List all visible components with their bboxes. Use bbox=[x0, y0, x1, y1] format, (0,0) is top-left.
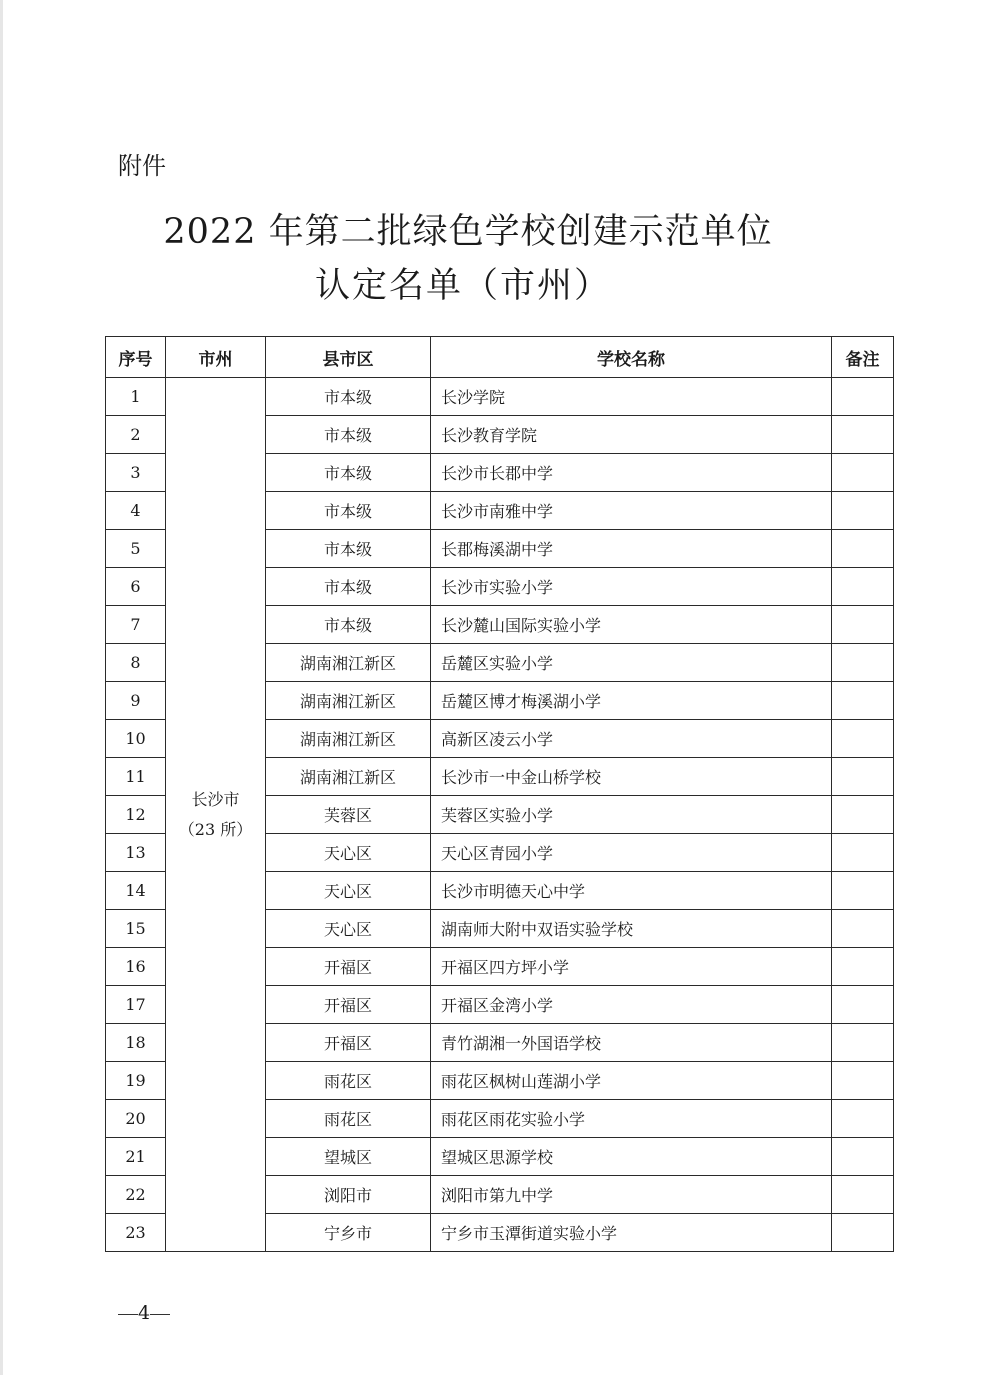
cell-remark bbox=[832, 1024, 894, 1062]
cell-remark bbox=[832, 796, 894, 834]
cell-remark bbox=[832, 948, 894, 986]
cell-seq: 9 bbox=[106, 682, 166, 720]
cell-seq: 1 bbox=[106, 378, 166, 416]
cell-city bbox=[166, 378, 266, 1252]
cell-district: 芙蓉区 bbox=[266, 796, 431, 834]
cell-seq: 11 bbox=[106, 758, 166, 796]
cell-remark bbox=[832, 378, 894, 416]
cell-remark bbox=[832, 1214, 894, 1252]
cell-remark bbox=[832, 682, 894, 720]
cell-school: 开福区四方坪小学 bbox=[431, 948, 832, 986]
cell-seq: 5 bbox=[106, 530, 166, 568]
cell-seq: 19 bbox=[106, 1062, 166, 1100]
cell-remark bbox=[832, 1138, 894, 1176]
cell-remark bbox=[832, 986, 894, 1024]
cell-district: 湖南湘江新区 bbox=[266, 644, 431, 682]
cell-seq: 4 bbox=[106, 492, 166, 530]
cell-seq: 12 bbox=[106, 796, 166, 834]
cell-district: 开福区 bbox=[266, 1024, 431, 1062]
cell-seq: 6 bbox=[106, 568, 166, 606]
cell-school: 高新区凌云小学 bbox=[431, 720, 832, 758]
cell-school: 天心区青园小学 bbox=[431, 834, 832, 872]
cell-district: 浏阳市 bbox=[266, 1176, 431, 1214]
header-seq: 序号 bbox=[106, 337, 166, 378]
table-row bbox=[106, 378, 894, 416]
cell-district: 市本级 bbox=[266, 454, 431, 492]
cell-seq: 3 bbox=[106, 454, 166, 492]
cell-school: 长沙市实验小学 bbox=[431, 568, 832, 606]
cell-district: 雨花区 bbox=[266, 1100, 431, 1138]
cell-remark bbox=[832, 1062, 894, 1100]
cell-seq: 13 bbox=[106, 834, 166, 872]
cell-district: 市本级 bbox=[266, 530, 431, 568]
cell-school: 长郡梅溪湖中学 bbox=[431, 530, 832, 568]
cell-district: 湖南湘江新区 bbox=[266, 720, 431, 758]
cell-remark bbox=[832, 454, 894, 492]
cell-school: 湖南师大附中双语实验学校 bbox=[431, 910, 832, 948]
cell-district: 市本级 bbox=[266, 568, 431, 606]
cell-district: 雨花区 bbox=[266, 1062, 431, 1100]
school-list-table bbox=[105, 336, 894, 1252]
cell-district: 市本级 bbox=[266, 492, 431, 530]
cell-remark bbox=[832, 416, 894, 454]
cell-seq: 10 bbox=[106, 720, 166, 758]
cell-school: 长沙学院 bbox=[431, 378, 832, 416]
header-school: 学校名称 bbox=[431, 337, 832, 378]
cell-district: 天心区 bbox=[266, 872, 431, 910]
header-district: 县市区 bbox=[266, 337, 431, 378]
page-footer bbox=[118, 1302, 170, 1324]
cell-district: 开福区 bbox=[266, 986, 431, 1024]
table-header-row bbox=[106, 337, 894, 378]
cell-district: 市本级 bbox=[266, 606, 431, 644]
footer-dash-right bbox=[150, 1314, 170, 1315]
cell-remark bbox=[832, 1176, 894, 1214]
cell-school: 开福区金湾小学 bbox=[431, 986, 832, 1024]
cell-district: 市本级 bbox=[266, 378, 431, 416]
cell-district: 天心区 bbox=[266, 910, 431, 948]
cell-remark bbox=[832, 568, 894, 606]
city-name: 长沙市 bbox=[191, 789, 240, 809]
cell-seq: 16 bbox=[106, 948, 166, 986]
cell-school: 长沙市一中金山桥学校 bbox=[431, 758, 832, 796]
cell-district: 望城区 bbox=[266, 1138, 431, 1176]
header-city: 市州 bbox=[166, 337, 266, 378]
cell-district: 湖南湘江新区 bbox=[266, 682, 431, 720]
cell-seq: 18 bbox=[106, 1024, 166, 1062]
cell-school: 雨花区雨花实验小学 bbox=[431, 1100, 832, 1138]
table-body bbox=[106, 378, 894, 1252]
cell-remark bbox=[832, 758, 894, 796]
cell-seq: 22 bbox=[106, 1176, 166, 1214]
cell-school: 浏阳市第九中学 bbox=[431, 1176, 832, 1214]
page-number: 4 bbox=[138, 1302, 151, 1324]
cell-seq: 15 bbox=[106, 910, 166, 948]
cell-school: 岳麓区博才梅溪湖小学 bbox=[431, 682, 832, 720]
attachment-label: 附件 bbox=[118, 152, 166, 180]
cell-seq: 23 bbox=[106, 1214, 166, 1252]
cell-remark bbox=[832, 644, 894, 682]
cell-school: 长沙市南雅中学 bbox=[431, 492, 832, 530]
cell-school: 芙蓉区实验小学 bbox=[431, 796, 832, 834]
cell-school: 长沙麓山国际实验小学 bbox=[431, 606, 832, 644]
footer-dash-left bbox=[118, 1314, 138, 1315]
cell-seq: 21 bbox=[106, 1138, 166, 1176]
cell-school: 长沙市长郡中学 bbox=[431, 454, 832, 492]
document-title-line1: 2022 年第二批绿色学校创建示范单位 bbox=[163, 212, 773, 252]
cell-remark bbox=[832, 530, 894, 568]
cell-school: 长沙教育学院 bbox=[431, 416, 832, 454]
cell-district: 市本级 bbox=[266, 416, 431, 454]
cell-school: 雨花区枫树山莲湖小学 bbox=[431, 1062, 832, 1100]
cell-district: 宁乡市 bbox=[266, 1214, 431, 1252]
cell-school: 长沙市明德天心中学 bbox=[431, 872, 832, 910]
cell-remark bbox=[832, 720, 894, 758]
cell-remark bbox=[832, 606, 894, 644]
cell-seq: 8 bbox=[106, 644, 166, 682]
cell-seq: 14 bbox=[106, 872, 166, 910]
header-remark: 备注 bbox=[832, 337, 894, 378]
cell-school: 宁乡市玉潭街道实验小学 bbox=[431, 1214, 832, 1252]
document-title-line2: 认定名单（市州） bbox=[314, 266, 611, 306]
cell-seq: 2 bbox=[106, 416, 166, 454]
cell-seq: 17 bbox=[106, 986, 166, 1024]
cell-remark bbox=[832, 910, 894, 948]
cell-school: 青竹湖湘一外国语学校 bbox=[431, 1024, 832, 1062]
cell-seq: 7 bbox=[106, 606, 166, 644]
cell-district: 湖南湘江新区 bbox=[266, 758, 431, 796]
cell-school: 望城区思源学校 bbox=[431, 1138, 832, 1176]
cell-remark bbox=[832, 834, 894, 872]
city-count: （23 所） bbox=[178, 819, 253, 839]
cell-school: 岳麓区实验小学 bbox=[431, 644, 832, 682]
cell-district: 开福区 bbox=[266, 948, 431, 986]
cell-remark bbox=[832, 872, 894, 910]
cell-seq: 20 bbox=[106, 1100, 166, 1138]
cell-remark bbox=[832, 1100, 894, 1138]
cell-district: 天心区 bbox=[266, 834, 431, 872]
cell-remark bbox=[832, 492, 894, 530]
